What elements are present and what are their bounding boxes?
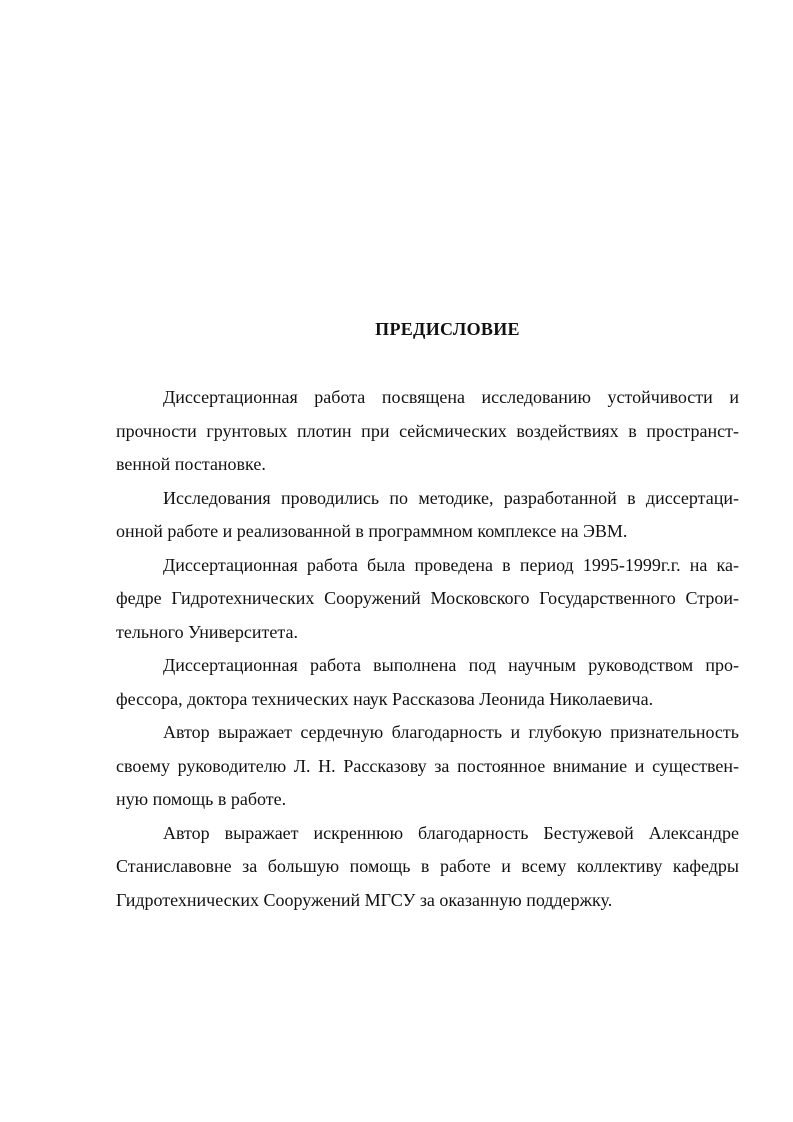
paragraph: Автор выражает искреннюю благодарность Бестужевой Александре Станиславовне за большую помощь в работе и всему коллективу кафедры Гидротехнических Сооружений МГСУ за оказанную поддержку. bbox=[116, 822, 739, 910]
preface-body bbox=[116, 381, 739, 917]
page-title: ПРЕДИСЛОВИЕ bbox=[375, 319, 520, 339]
paragraph: Автор выражает сердечную благодарность и глубокую признательность своему руководителю Л. Н. Рассказову за постоянное внимание и существен-ную помощь в работе. bbox=[116, 722, 739, 809]
paragraph: Диссертационная работа посвящена исследованию устойчивости и прочности грунтовых плотин при сейсмических воздействиях в пространст-венной постановке. bbox=[116, 387, 739, 474]
paragraph: Диссертационная работа выполнена под научным руководством про-фессора, доктора технических наук Рассказова Леонида Николаевича. bbox=[116, 655, 739, 709]
paragraph: Диссертационная работа была проведена в период 1995-1999г.г. на ка-федре Гидротехнических Сооружений Московского Государственного Строи-тельного Университета. bbox=[116, 554, 739, 642]
paragraph: Исследования проводились по методике, разработанной в диссертаци-онной работе и реализованной в программном комплексе на ЭВМ. bbox=[116, 487, 739, 541]
